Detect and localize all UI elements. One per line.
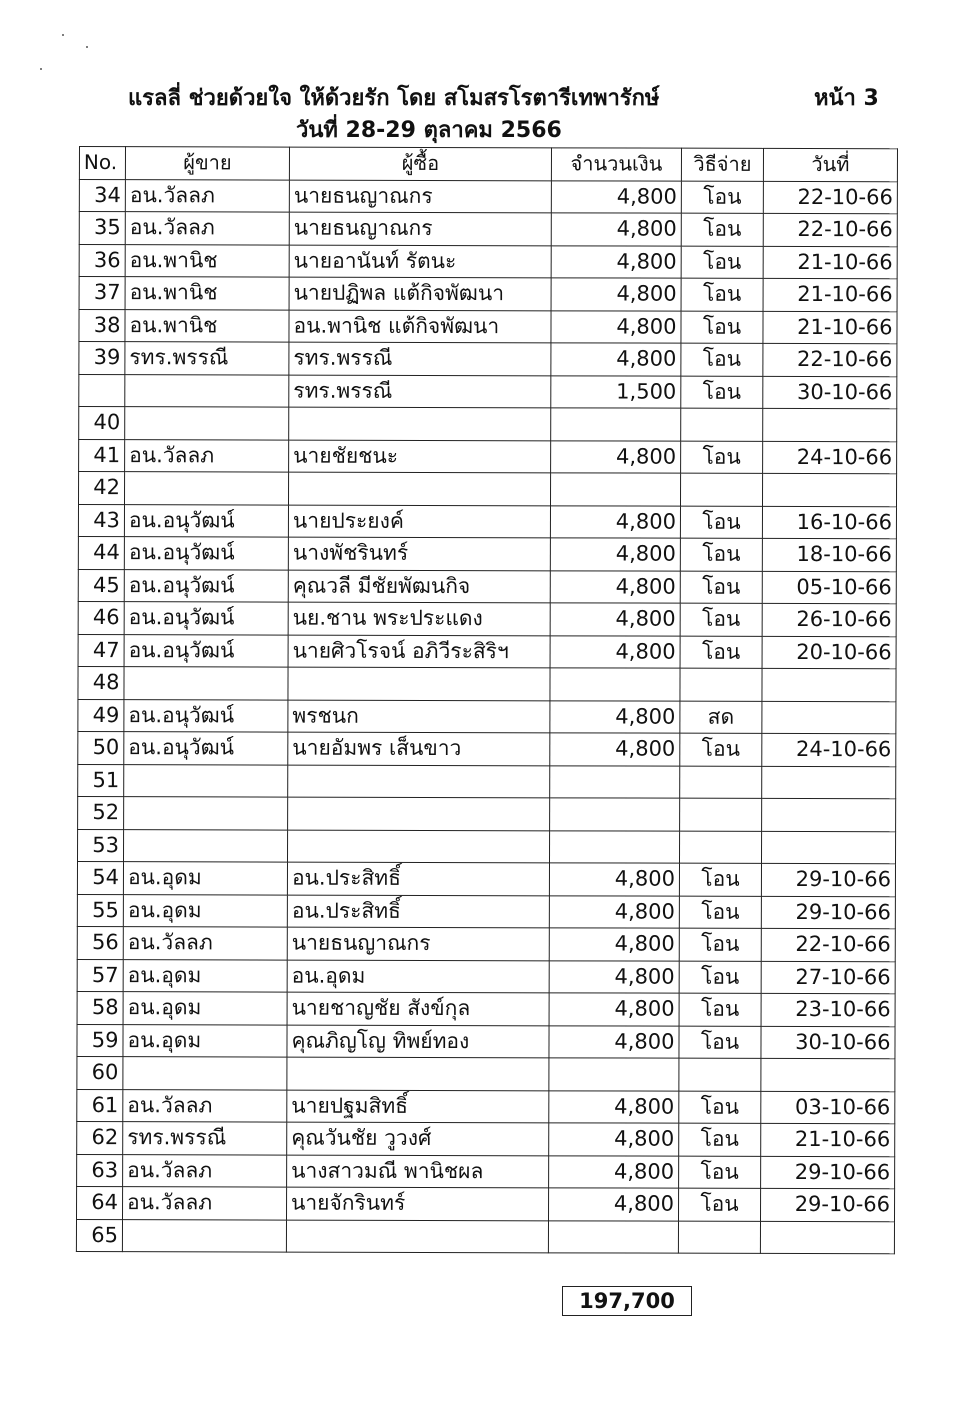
seller-cell: อน.วัลลภ	[123, 1154, 287, 1187]
date-cell: 21-10-66	[763, 311, 897, 344]
payment-method-cell: โอน	[680, 636, 762, 669]
buyer-cell: นายประยงค์	[288, 505, 550, 538]
payment-method-cell: โอน	[680, 733, 762, 766]
seller-cell: อน.อุดม	[123, 959, 287, 992]
buyer-cell: คุณวันชัย วูวงศ์	[287, 1122, 549, 1155]
amount-cell: 4,800	[549, 895, 679, 928]
date-cell: 18-10-66	[762, 538, 896, 571]
amount-cell: 4,800	[549, 1123, 679, 1156]
table-body	[76, 179, 897, 1254]
row-number: 44	[78, 536, 124, 569]
seller-cell	[125, 472, 289, 505]
payment-method-cell: โอน	[681, 441, 763, 474]
column-header-no: No.	[79, 147, 125, 180]
amount-cell	[549, 1058, 679, 1091]
buyer-cell: อน.ประสิทธิ์	[287, 895, 549, 928]
column-header-date: วันที่	[763, 148, 897, 181]
seller-cell	[124, 667, 288, 700]
date-cell	[763, 408, 897, 441]
table-header-row	[79, 147, 897, 182]
date-cell	[762, 701, 896, 734]
buyer-cell: นายปฐมสิทธิ์	[287, 1090, 549, 1123]
amount-cell: 4,800	[550, 733, 680, 766]
payment-method-cell: โอน	[679, 928, 761, 961]
table-row	[78, 536, 896, 571]
amount-cell: 4,800	[549, 1155, 679, 1188]
seller-cell: รทร.พรรณี	[123, 1122, 287, 1155]
seller-cell: อน.อุดม	[123, 894, 287, 927]
payment-method-cell: โอน	[679, 993, 761, 1026]
seller-cell: อน.อนุวัฒน์	[124, 537, 288, 570]
table-row	[78, 634, 896, 669]
payment-method-cell: โอน	[679, 1188, 761, 1221]
amount-cell: 4,800	[551, 213, 681, 246]
table-row	[78, 666, 896, 701]
seller-cell: รทร.พรรณี	[125, 342, 289, 375]
seller-cell: อน.อนุวัฒน์	[124, 602, 288, 635]
date-cell: 29-10-66	[761, 1188, 895, 1221]
date-cell: 23-10-66	[761, 993, 895, 1026]
payment-method-cell: โอน	[679, 896, 761, 929]
row-number: 43	[78, 504, 124, 537]
row-number: 35	[79, 212, 125, 245]
payment-method-cell: โอน	[681, 213, 763, 246]
buyer-cell: นายชาญชัย สังข์กุล	[287, 992, 549, 1025]
table-row	[79, 374, 897, 409]
date-cell: 05-10-66	[762, 571, 896, 604]
date-cell: 22-10-66	[763, 213, 897, 246]
row-number: 64	[77, 1186, 123, 1219]
seller-cell: อน.อนุวัฒน์	[124, 504, 288, 537]
row-number: 47	[78, 634, 124, 667]
row-number: 65	[76, 1219, 122, 1252]
buyer-cell: รทร.พรรณี	[289, 342, 551, 375]
payment-method-cell	[680, 473, 762, 506]
amount-cell: 4,800	[550, 570, 680, 603]
total-amount: 197,700	[562, 1286, 692, 1316]
seller-cell	[123, 1057, 287, 1090]
row-number: 51	[78, 764, 124, 797]
table-row	[78, 764, 896, 799]
table-row	[77, 926, 895, 961]
seller-cell	[124, 797, 288, 830]
payment-method-cell: โอน	[679, 1156, 761, 1189]
column-header-amount: จำนวนเงิน	[551, 148, 681, 181]
buyer-cell	[288, 667, 550, 700]
payment-method-cell: โอน	[679, 1091, 761, 1124]
buyer-cell: นายชัยชนะ	[289, 440, 551, 473]
buyer-cell	[286, 1220, 548, 1253]
buyer-cell	[288, 797, 550, 830]
scan-speck	[40, 68, 42, 70]
row-number: 46	[78, 601, 124, 634]
amount-cell: 4,800	[549, 928, 679, 961]
date-cell: 21-10-66	[763, 278, 897, 311]
table-row	[79, 472, 897, 507]
payment-method-cell	[679, 1058, 761, 1091]
table-row	[77, 1056, 895, 1091]
amount-cell: 4,800	[551, 440, 681, 473]
buyer-cell: อน.พานิช แต้กิจพัฒนา	[289, 310, 551, 343]
seller-cell: อน.พานิช	[125, 277, 289, 310]
buyer-cell: อน.อุดม	[287, 960, 549, 993]
amount-cell: 4,800	[550, 505, 680, 538]
date-cell	[761, 831, 895, 864]
buyer-cell	[288, 765, 550, 798]
amount-cell: 4,800	[550, 538, 680, 571]
amount-cell	[550, 765, 680, 798]
date-cell: 22-10-66	[761, 928, 895, 961]
row-number	[79, 374, 125, 407]
payment-method-cell: โอน	[680, 571, 762, 604]
buyer-cell: อน.ประสิทธิ์	[287, 862, 549, 895]
table-row	[79, 439, 897, 474]
amount-cell	[550, 473, 680, 506]
payment-method-cell	[680, 766, 762, 799]
amount-cell: 4,800	[549, 993, 679, 1026]
buyer-cell: นายจักรินทร์	[287, 1187, 549, 1220]
seller-cell	[125, 407, 289, 440]
payment-method-cell: โอน	[680, 506, 762, 539]
date-cell	[760, 1221, 894, 1254]
row-number: 36	[79, 244, 125, 277]
buyer-cell: นางสาวมณี พานิชผล	[287, 1155, 549, 1188]
seller-cell: อน.อุดม	[123, 992, 287, 1025]
date-cell: 16-10-66	[762, 506, 896, 539]
row-number: 52	[78, 796, 124, 829]
seller-cell	[122, 1219, 286, 1252]
date-cell	[762, 473, 896, 506]
table-row	[78, 699, 896, 734]
seller-cell	[125, 374, 289, 407]
date-cell: 29-10-66	[761, 1156, 895, 1189]
date-cell: 22-10-66	[763, 181, 897, 214]
amount-cell: 4,800	[549, 863, 679, 896]
row-number: 49	[78, 699, 124, 732]
table-row	[79, 244, 897, 279]
row-number: 53	[78, 829, 124, 862]
seller-cell: อน.อุดม	[123, 1024, 287, 1057]
buyer-cell: คุณวลี มีชัยพัฒนกิจ	[288, 570, 550, 603]
amount-cell: 4,800	[551, 343, 681, 376]
table-row	[76, 1219, 894, 1254]
payment-method-cell	[679, 831, 761, 864]
amount-cell: 4,800	[551, 180, 681, 213]
row-number: 63	[77, 1154, 123, 1187]
row-number: 50	[78, 731, 124, 764]
date-cell	[762, 766, 896, 799]
row-number: 37	[79, 277, 125, 310]
column-header-buyer: ผู้ซื้อ	[289, 147, 551, 180]
table-row	[77, 959, 895, 994]
date-cell: 30-10-66	[763, 376, 897, 409]
buyer-cell: รทร.พรรณี	[289, 375, 551, 408]
date-cell: 30-10-66	[761, 1026, 895, 1059]
seller-cell: อน.พานิช	[125, 309, 289, 342]
buyer-cell	[287, 1057, 549, 1090]
table-row	[77, 991, 895, 1026]
row-number: 58	[77, 991, 123, 1024]
date-cell	[762, 668, 896, 701]
seller-cell: อน.วัลลภ	[123, 1187, 287, 1220]
payment-method-cell: โอน	[679, 863, 761, 896]
row-number: 42	[79, 472, 125, 505]
buyer-cell: นางพัชรินทร์	[288, 537, 550, 570]
payment-method-cell: โอน	[681, 278, 763, 311]
payment-method-cell: โอน	[679, 961, 761, 994]
amount-cell	[550, 830, 680, 863]
table-row	[79, 277, 897, 312]
buyer-cell: พรชนก	[288, 700, 550, 733]
date-cell: 29-10-66	[761, 863, 895, 896]
buyer-cell	[288, 830, 550, 863]
scan-speck	[86, 46, 88, 48]
row-number: 55	[77, 894, 123, 927]
table-row	[77, 1186, 895, 1221]
seller-cell	[124, 829, 288, 862]
column-header-seller: ผู้ขาย	[125, 147, 289, 180]
date-cell: 22-10-66	[763, 343, 897, 376]
table-row	[78, 601, 896, 636]
table-row	[78, 731, 896, 766]
row-number: 54	[77, 861, 123, 894]
seller-cell: อน.วัลลภ	[125, 179, 289, 212]
row-number: 61	[77, 1089, 123, 1122]
amount-cell: 4,800	[550, 635, 680, 668]
document-title: แรลลี่ ช่วยด้วยใจ ให้ด้วยรัก โดย สโมสรโรตารีเทพารักษ์	[128, 86, 660, 111]
table-row	[79, 212, 897, 247]
table-row	[77, 1154, 895, 1189]
date-cell: 26-10-66	[762, 603, 896, 636]
seller-cell: อน.อุดม	[123, 862, 287, 895]
amount-cell: 4,800	[551, 310, 681, 343]
payment-method-cell: โอน	[681, 343, 763, 376]
table-row	[79, 407, 897, 442]
row-number: 59	[77, 1024, 123, 1057]
document-date: วันที่ 28-29 ตุลาคม 2566	[296, 118, 562, 143]
row-number: 56	[77, 926, 123, 959]
seller-cell: อน.วัลลภ	[125, 212, 289, 245]
date-cell: 21-10-66	[763, 246, 897, 279]
seller-cell: อน.อนุวัฒน์	[124, 732, 288, 765]
buyer-cell: คุณภิญโญ ทิพย์ทอง	[287, 1025, 549, 1058]
seller-cell: อน.อนุวัฒน์	[124, 699, 288, 732]
amount-cell: 4,800	[549, 960, 679, 993]
amount-cell: 4,800	[549, 1188, 679, 1221]
amount-cell: 4,800	[551, 278, 681, 311]
table-row	[78, 829, 896, 864]
buyer-cell: นายธนญาณกร	[289, 180, 551, 213]
payment-method-cell: โอน	[680, 603, 762, 636]
seller-cell: อน.วัลลภ	[125, 439, 289, 472]
buyer-cell: นย.ชาน พระประแดง	[288, 602, 550, 635]
table-row	[77, 894, 895, 929]
table-row	[77, 861, 895, 896]
date-cell: 24-10-66	[762, 733, 896, 766]
table-row	[77, 1024, 895, 1059]
amount-cell	[551, 408, 681, 441]
buyer-cell	[288, 472, 550, 505]
payment-method-cell: โอน	[681, 376, 763, 409]
buyer-cell	[289, 407, 551, 440]
amount-cell: 4,800	[550, 700, 680, 733]
seller-cell: อน.อนุวัฒน์	[124, 634, 288, 667]
buyer-cell: นายศิวโรจน์ อภิวีระสิริฯ	[288, 635, 550, 668]
row-number: 60	[77, 1056, 123, 1089]
amount-cell	[548, 1220, 678, 1253]
row-number: 39	[79, 342, 125, 375]
table-row	[78, 569, 896, 604]
row-number: 38	[79, 309, 125, 342]
payment-method-cell: โอน	[679, 1026, 761, 1059]
seller-cell: อน.วัลลภ	[123, 1089, 287, 1122]
row-number: 57	[77, 959, 123, 992]
payment-method-cell	[680, 798, 762, 831]
date-cell: 03-10-66	[761, 1091, 895, 1124]
payment-method-cell	[680, 668, 762, 701]
payment-method-cell	[678, 1221, 760, 1254]
date-cell: 29-10-66	[761, 896, 895, 929]
table-row	[78, 504, 896, 539]
seller-cell: อน.พานิช	[125, 244, 289, 277]
table-row	[79, 342, 897, 377]
table-row	[79, 309, 897, 344]
row-number: 62	[77, 1121, 123, 1154]
date-cell: 21-10-66	[761, 1123, 895, 1156]
date-cell	[761, 1058, 895, 1091]
column-header-payment-method: วิธีจ่าย	[681, 148, 763, 181]
date-cell	[762, 798, 896, 831]
seller-cell: อน.อนุวัฒน์	[124, 569, 288, 602]
row-number: 45	[78, 569, 124, 602]
payment-method-cell: โอน	[679, 1123, 761, 1156]
payment-method-cell: สด	[680, 701, 762, 734]
date-cell: 27-10-66	[761, 961, 895, 994]
row-number: 41	[79, 439, 125, 472]
amount-cell: 4,800	[551, 245, 681, 278]
payment-method-cell	[681, 408, 763, 441]
buyer-cell: นายธนญาณกร	[287, 927, 549, 960]
row-number: 34	[79, 179, 125, 212]
buyer-cell: นายปฏิพล แต้กิจพัฒนา	[289, 277, 551, 310]
amount-cell: 4,800	[549, 1090, 679, 1123]
amount-cell	[550, 798, 680, 831]
table-row	[79, 179, 897, 214]
date-cell: 20-10-66	[762, 636, 896, 669]
payment-method-cell: โอน	[681, 246, 763, 279]
amount-cell: 4,800	[550, 603, 680, 636]
row-number: 48	[78, 666, 124, 699]
seller-cell: อน.วัลลภ	[123, 927, 287, 960]
sales-ledger-table	[76, 146, 898, 1254]
page-number: หน้า 3	[814, 86, 879, 111]
payment-method-cell: โอน	[680, 538, 762, 571]
amount-cell: 1,500	[551, 375, 681, 408]
payment-method-cell: โอน	[681, 181, 763, 214]
scan-speck	[62, 34, 64, 36]
seller-cell	[124, 764, 288, 797]
buyer-cell: นายอานันท์ รัตนะ	[289, 245, 551, 278]
payment-method-cell: โอน	[681, 311, 763, 344]
table-row	[78, 796, 896, 831]
buyer-cell: นายธนญาณกร	[289, 212, 551, 245]
table-row	[77, 1089, 895, 1124]
row-number: 40	[79, 407, 125, 440]
date-cell: 24-10-66	[763, 441, 897, 474]
buyer-cell: นายอัมพร เส็นขาว	[288, 732, 550, 765]
amount-cell: 4,800	[549, 1025, 679, 1058]
amount-cell	[550, 668, 680, 701]
table-row	[77, 1121, 895, 1156]
